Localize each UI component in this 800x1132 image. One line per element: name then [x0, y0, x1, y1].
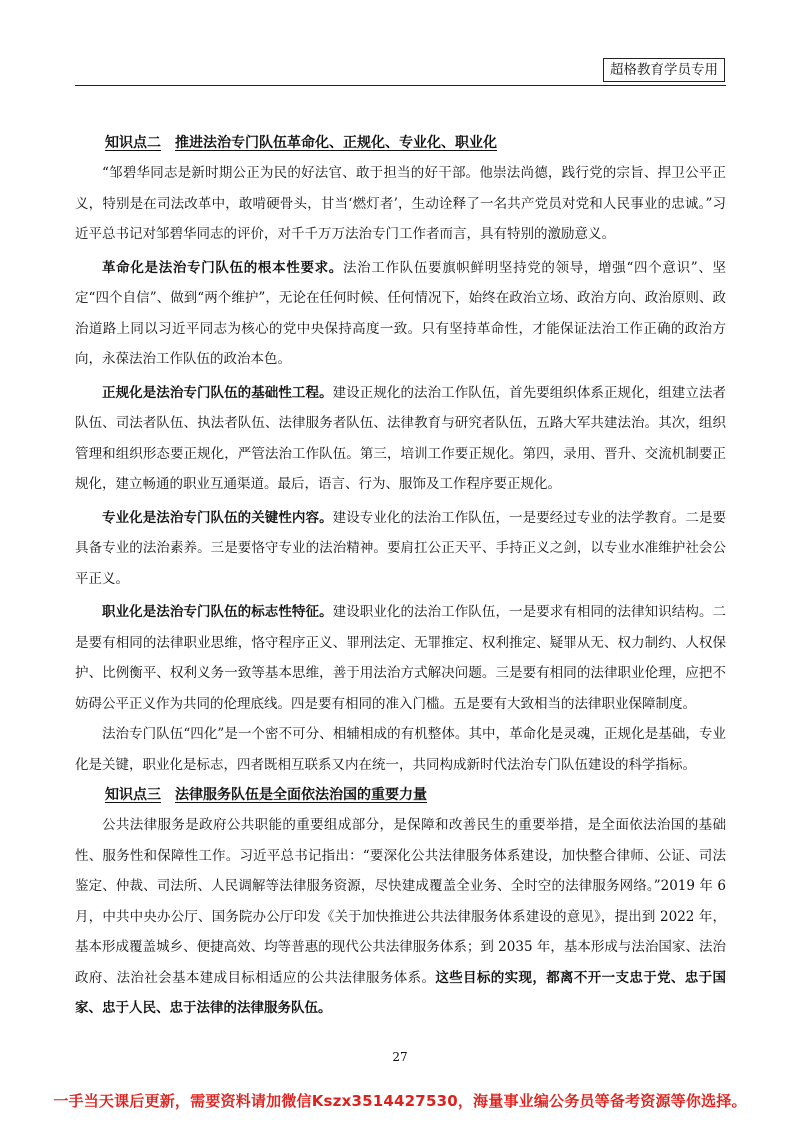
section-2-paragraph-5	[75, 597, 726, 719]
section-2-paragraph-3	[75, 378, 726, 500]
section-3-heading-title: 法律服务队伍是全面依法治国的重要力量	[175, 787, 427, 803]
section-2-p4-text: 建设专业化的法治工作队伍，一是要经过专业的法学教育。二是要具备专业的法治素养。三是要恪守专业的法治精神。要肩扛公正天平、手持正义之剑，以专业水准维护社会公平正义。	[75, 509, 727, 587]
section-2-p2-text: 法治工作队伍要旗帜鲜明坚持党的领导，增强“四个意识”、坚定“四个自信”、做到“两个维护”，无论在任何时候、任何情况下，始终在政治立场、政治方向、政治原则、政治道路上同以习近平同志为核心的党中央保持高度一致。只有坚持革命性，才能保证法治工作正确的政治方向，永葆法治工作队伍的政治本色。	[75, 259, 727, 367]
section-3-p1-emphasis: 这些目标的实现，都离不开一支忠于党、忠于国家、忠于人民、忠于法律的法律服务队伍。	[75, 969, 727, 1016]
document-body	[75, 128, 726, 1024]
section-2-heading-label: 知识点二	[105, 135, 161, 151]
header-rule	[75, 85, 726, 86]
section-3-paragraph-1	[75, 810, 726, 1024]
page-number: 27	[392, 1050, 408, 1064]
section-2-p4-lead: 专业化是法治专门队伍的关键性内容。	[102, 509, 333, 526]
section-2-paragraph-4	[75, 503, 726, 595]
section-2-paragraph-2	[75, 253, 726, 375]
section-3-p1-text: 公共法律服务是政府公共职能的重要组成部分，是保障和改善民生的重要举措，是全面依法治国的基础性、服务性和保障性工作。习近平总书记指出：“要深化公共法律服务体系建设，加快整合律师、公证、司法鉴定、仲裁、司法所、人民调解等法律服务资源，尽快建成覆盖全业务、全时空的法律服务网络。”2019 年 6 月，中共中央办公厅、国务院办公厅印发《关于加快推进公共法律服务体系建设的意见》，提出到 2022 年，基本形成覆盖城乡、便捷高效、均等普惠的现代公共法律服务体系；到 2035 年，基本形成与法治国家、法治政府、法治社会基本建成目标相适应的公共法律服务体系。	[75, 817, 726, 986]
header-tag: 超格教育学员专用	[603, 58, 725, 82]
section-2-p2-lead: 革命化是法治专门队伍的根本性要求。	[102, 259, 343, 276]
section-2-p3-lead: 正规化是法治专门队伍的基础性工程。	[102, 384, 333, 401]
section-3-heading-label: 知识点三	[105, 787, 161, 803]
section-2-paragraph-6: 法治专门队伍“四化”是一个密不可分、相辅相成的有机整体。其中，革命化是灵魂，正规化是基础，专业化是关键，职业化是标志，四者既相互联系又内在统一，共同构成新时代法治专门队伍建设的科学指标。	[75, 726, 726, 773]
footer-note: 一手当天课后更新，需要资料请加微信Kszx3514427530，海量事业编公务员等备考资源等你选择。	[53, 1092, 747, 1110]
section-2-p5-text: 建设职业化的法治工作队伍，一是要求有相同的法律知识结构。二是要有相同的法律职业思维，恪守程序正义、罪刑法定、无罪推定、权利推定、疑罪从无、权力制约、人权保护、比例衡平、权利义务一致等基本思维，善于用法治方式解决问题。三是要有相同的法律职业伦理，应把不妨碍公平正义作为共同的伦理底线。四是要有相同的准入门槛。五是要有大致相当的法律职业保障制度。	[75, 604, 727, 712]
section-2-p5-lead: 职业化是法治专门队伍的标志性特征。	[102, 604, 333, 620]
section-2-heading	[75, 128, 726, 158]
section-2-heading-title: 推进法治专门队伍革命化、正规化、专业化、职业化	[175, 135, 497, 151]
section-3-heading	[75, 780, 726, 810]
section-2-p3-text: 建设正规化的法治工作队伍，首先要组织体系正规化，组建立法者队伍、司法者队伍、执法者队伍、法律服务者队伍、法律教育与研究者队伍，五路大军共建法治。其次，组织管理和组织形态要正规化，严管法治工作队伍。第三，培训工作要正规化。第四，录用、晋升、交流机制要正规化，建立畅通的职业互通渠道。最后，语言、行为、服饰及工作程序要正规化。	[75, 384, 727, 492]
section-2-paragraph-1: “邹碧华同志是新时期公正为民的好法官、敢于担当的好干部。他崇法尚德，践行党的宗旨、捍卫公平正义，特别是在司法改革中，敢啃硬骨头，甘当‘燃灯者’，生动诠释了一名共产党员对党和人民事业的忠诚。”习近平总书记对邹碧华同志的评价，对千千万万法治专门工作者而言，具有特别的激励意义。	[75, 165, 726, 242]
